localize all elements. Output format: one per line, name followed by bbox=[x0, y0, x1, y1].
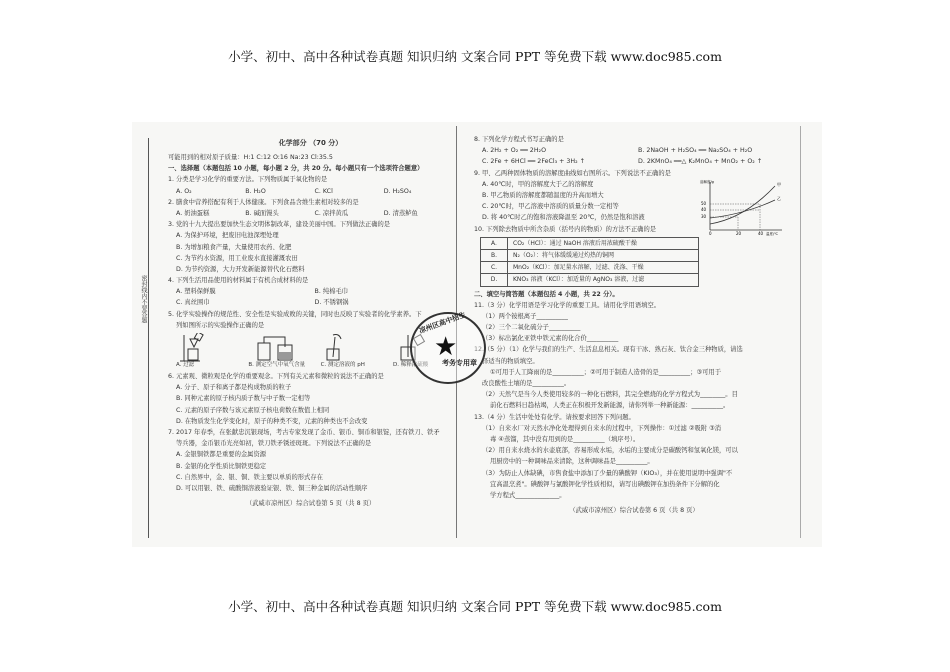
fill-blank: （3）标出氯化亚铁中铁元素的化合价__________ bbox=[482, 335, 619, 343]
question-5-cont: 列如图所示的实验操作正确的是 bbox=[176, 321, 265, 329]
option: D. 可以用银、铁、硫酸铜溶液验证银、铁、铜三种金属的活动性顺序 bbox=[176, 484, 368, 492]
option: B. 纯棉毛巾 bbox=[314, 288, 349, 296]
option: B. 为增加粮食产量，大量使用农药、化肥 bbox=[176, 243, 292, 251]
atomic-masses: 可能用到的相对原子质量：H:1 C:12 O:16 Na:23 Cl:35.5 bbox=[168, 154, 333, 161]
x-axis-label: 温度/℃ bbox=[766, 232, 779, 236]
section-heading: 一、选择题（本题包括 10 小题，每小题 2 分，共 20 分。每小题只有一个选项符合题意） bbox=[168, 165, 424, 173]
filtration-apparatus-icon bbox=[176, 333, 236, 363]
ph-test-icon bbox=[321, 333, 381, 363]
page-5-column bbox=[168, 138, 453, 509]
options-row bbox=[168, 286, 453, 297]
options-row bbox=[474, 145, 794, 156]
footer-banner: 小学、初中、高中各种试卷真题 知识归纳 文案合同 PPT 等免费下载 www.doc985.com bbox=[228, 599, 722, 614]
option: A. 分子、原子和离子都是构成物质的粒子 bbox=[176, 384, 292, 392]
series-label: 乙 bbox=[777, 196, 781, 201]
table-row: B. N₂（O₂）：将气体缓缓通过灼热的铜网 bbox=[481, 249, 699, 261]
options-row bbox=[168, 208, 453, 219]
option: D. 不锈钢锅 bbox=[314, 299, 349, 307]
fill-blank: ①可用于人工降雨的是__________；②可用于制造人造骨的是__________；③可用于 bbox=[490, 368, 722, 376]
option: D. 将 40℃时乙的饱和溶液降温至 20℃，仍然是饱和溶液 bbox=[482, 214, 645, 222]
option: A. 塑料保鲜膜 bbox=[176, 288, 216, 296]
question-12: 12.（5 分）（1）化学与我们的生产、生活息息相关。现有干冰、熟石灰、钛合金三种物质，请选 bbox=[474, 346, 743, 354]
figure-oxygen-content: B. 测定空气中氧气含量 bbox=[248, 333, 308, 371]
question-10: 10. 下列除去物质中所含杂质（括号内的物质）的方法不正确的是 bbox=[474, 225, 657, 233]
fill-blank: （1）自来水厂对天然水净化处理得到自来水的过程中，下列操作：①过滤 ②吸附 ③消 bbox=[482, 424, 722, 432]
option: D. 在物质发生化学变化时，原子的种类不变，元素的种类也不会改变 bbox=[176, 417, 368, 425]
page-footer: （武威市凉州区）综合试卷第 5 页（共 8 页） bbox=[245, 500, 376, 508]
series-yi-curve bbox=[710, 200, 775, 218]
margin-divider bbox=[148, 138, 149, 538]
question-6: 6. 元素观、微粒观是化学的重要观念。下列有关元素和微粒的说法不正确的是 bbox=[168, 373, 384, 380]
fill-blank: （2）三个二氧化硫分子__________ bbox=[482, 324, 581, 332]
series-jia-curve bbox=[710, 186, 775, 224]
x-tick: 40 bbox=[758, 231, 764, 236]
option: A. 40℃时，甲的溶解度大于乙的溶解度 bbox=[482, 180, 594, 188]
fill-blank: 学方程式______________。 bbox=[490, 491, 566, 499]
section-title: 化学部分 （70 分） bbox=[278, 139, 343, 147]
fill-blank: 改良酸性土壤的是__________。 bbox=[482, 380, 571, 387]
fill-blank: （2）天然气是当今人类使用较多的一种化石燃料，其完全燃烧的化学方程式为________。目 bbox=[482, 391, 738, 399]
question-7-cont: 等兵器，金币银币光亮如初，铁刀铁矛锈迹斑斑。下列说法不正确的是 bbox=[176, 440, 372, 448]
question-7: 7. 2017 年春季，在张献忠沉银现场，考古专家发现了金币、银币、铜币和银锭，还有铁刀、铁矛 bbox=[168, 428, 440, 436]
question-12-cont: 择适当的物质填空。 bbox=[482, 357, 539, 365]
option: C. 真丝围巾 bbox=[176, 299, 210, 307]
option: C. 2Fe + 6HCl ══ 2FeCl₃ + 3H₂ ↑ bbox=[482, 158, 585, 166]
question-11: 11.（3 分）化学用语是学习化学的重要工具。请用化学用语填空。 bbox=[474, 301, 661, 309]
section-heading: 二、填空与简答题（本题包括 4 小题，共 22 分）。 bbox=[474, 290, 619, 298]
option: C. 20℃时，甲乙溶液中溶质的质量分数一定相等 bbox=[482, 203, 619, 211]
question-13: 13.（4 分）生活中处处有化学。请按要求回答下列问题。 bbox=[474, 413, 635, 421]
table-row: D. KNO₃ 溶液（KCl）：加适量的 AgNO₃ 溶液，过滤 bbox=[481, 274, 699, 286]
star-icon: ★ bbox=[434, 332, 458, 362]
seal-bottom-text: 考务专用章 bbox=[442, 359, 477, 367]
option: B. 碱面馒头 bbox=[245, 209, 279, 217]
option: A. 2H₂ + O₂ ══ 2H₂O bbox=[482, 147, 547, 155]
options-row bbox=[168, 297, 453, 308]
option: D. 清蒸鲈鱼 bbox=[383, 209, 418, 217]
option: C. 自然界中，金、银、铜、铁主要以单质的形式存在 bbox=[176, 473, 323, 481]
question-8: 8. 下列化学方程式书写正确的是 bbox=[474, 136, 564, 143]
y-tick: 40 bbox=[701, 207, 707, 212]
option: D. H₂SO₄ bbox=[383, 187, 412, 195]
option: C. KCl bbox=[314, 187, 333, 195]
gas-bottle-apparatus-icon bbox=[248, 333, 308, 363]
fill-blank: 毒 ④蒸馏，其中没有用到的是__________（填序号）。 bbox=[490, 435, 640, 443]
figure-dilute-acid: D. 稀释浓硫酸 bbox=[393, 333, 453, 371]
q10-options-table bbox=[480, 237, 699, 287]
option: D. 为节约资源，大力开发新能源替代化石燃料 bbox=[176, 265, 305, 273]
page-footer: （武威市凉州区）综合试卷第 6 页（共 8 页） bbox=[569, 507, 699, 515]
question-2: 2. 膳食中营养搭配有利于人体健康。下列食品含维生素相对较多的是 bbox=[168, 198, 359, 206]
option: C. 为节约水资源，用工业废水直接灌溉农田 bbox=[176, 254, 298, 262]
x-tick: 20 bbox=[736, 231, 742, 236]
solubility-curve-chart bbox=[700, 178, 785, 238]
option: C. 元素的原子序数与该元素原子核电荷数在数值上相同 bbox=[176, 406, 330, 414]
seal-line-notice: 密封线内不要答题 bbox=[140, 275, 147, 323]
fill-blank: （1）两个铵根离子__________ bbox=[482, 312, 568, 320]
page-edge bbox=[800, 126, 801, 538]
fill-blank: （3）为防止人体缺碘，市售食盐中添加了少量的碘酸钾（KIO₃），并在使用说明中强调"不 bbox=[482, 469, 733, 477]
fill-blank: （2）用自来水烧水的水壶底部，容易形成水垢，水垢的主要成分是碳酸钙和氢氧化镁，可以 bbox=[482, 447, 738, 455]
question-3: 3. 党的十九大提出要加快生态文明体制改革，建设美丽中国。下列做法正确的是 bbox=[168, 221, 391, 229]
question-5: 5. 化学实验操作的规范性、安全性是实验成败的关键，同时也反映了实验者的化学素养。下 bbox=[168, 310, 422, 318]
fill-blank: 宜高温烹煮"。碘酸钾与氯酸钾化学性质相似，请写出碘酸钾在加热条件下分解的化 bbox=[490, 480, 720, 488]
option: D. 2KMnO₄ ══△ K₂MnO₄ + MnO₂ + O₂ ↑ bbox=[638, 158, 763, 166]
question-4: 4. 下列生活用品使用的材料属于有机合成材料的是 bbox=[168, 277, 309, 285]
table-row: C. MnO₂（KCl）：加足量水溶解，过滤、洗涤、干燥 bbox=[481, 262, 699, 274]
y-axis-label: 溶解度/g bbox=[700, 180, 714, 184]
header-banner: 小学、初中、高中各种试卷真题 知识归纳 文案合同 PPT 等免费下载 www.doc985.com bbox=[228, 49, 722, 64]
options-row bbox=[474, 156, 794, 167]
question-1: 1. 分类是学习化学的重要方法。下列物质属于氧化物的是 bbox=[168, 176, 328, 184]
option: B. 金银的化学性质比铜铁更稳定 bbox=[176, 462, 267, 470]
fill-blank: 用厨房中的一种调味品来清除，这种调味品是__________。 bbox=[490, 458, 654, 466]
y-tick: 30 bbox=[701, 214, 707, 219]
official-seal bbox=[410, 312, 486, 384]
question-9: 9. 甲、乙两种固体物质的溶解度曲线如右图所示。下列说法不正确的是 bbox=[474, 169, 671, 177]
fill-blank: 前化石燃料日趋枯竭，人类正在积极开发新能源，请你列举一种新能源：__________。 bbox=[490, 402, 730, 410]
series-label: 甲 bbox=[777, 182, 781, 187]
option: B. 甲乙物质的溶解度都随温度的升高而增大 bbox=[482, 191, 604, 199]
x-tick: 0 bbox=[709, 231, 712, 236]
option: A. O₂ bbox=[176, 187, 192, 195]
figure-ph-test: C. 测定溶液的 pH bbox=[321, 333, 381, 371]
option: B. H₂O bbox=[245, 187, 266, 195]
option: A. 金银铜铁都是重要的金属资源 bbox=[176, 451, 267, 459]
option: A. 奶油蛋糕 bbox=[176, 209, 210, 217]
table-row: A. CO₂（HCl）：通过 NaOH 溶液后用浓硫酸干燥 bbox=[481, 237, 699, 249]
seal-ring-text: 凉州区高中招生 bbox=[418, 310, 467, 336]
option: C. 凉拌黄瓜 bbox=[314, 209, 349, 217]
option: A. 为保护环境，把废旧电池深埋处理 bbox=[176, 232, 279, 240]
figure-filtration: A. 过滤 bbox=[176, 333, 236, 371]
options-row bbox=[168, 186, 453, 197]
y-tick: 50 bbox=[701, 201, 707, 206]
option: B. 2NaOH + H₂SO₄ ══ Na₂SO₄ + H₂O bbox=[638, 147, 753, 155]
option: B. 同种元素的原子核内质子数与中子数一定相等 bbox=[176, 395, 311, 403]
